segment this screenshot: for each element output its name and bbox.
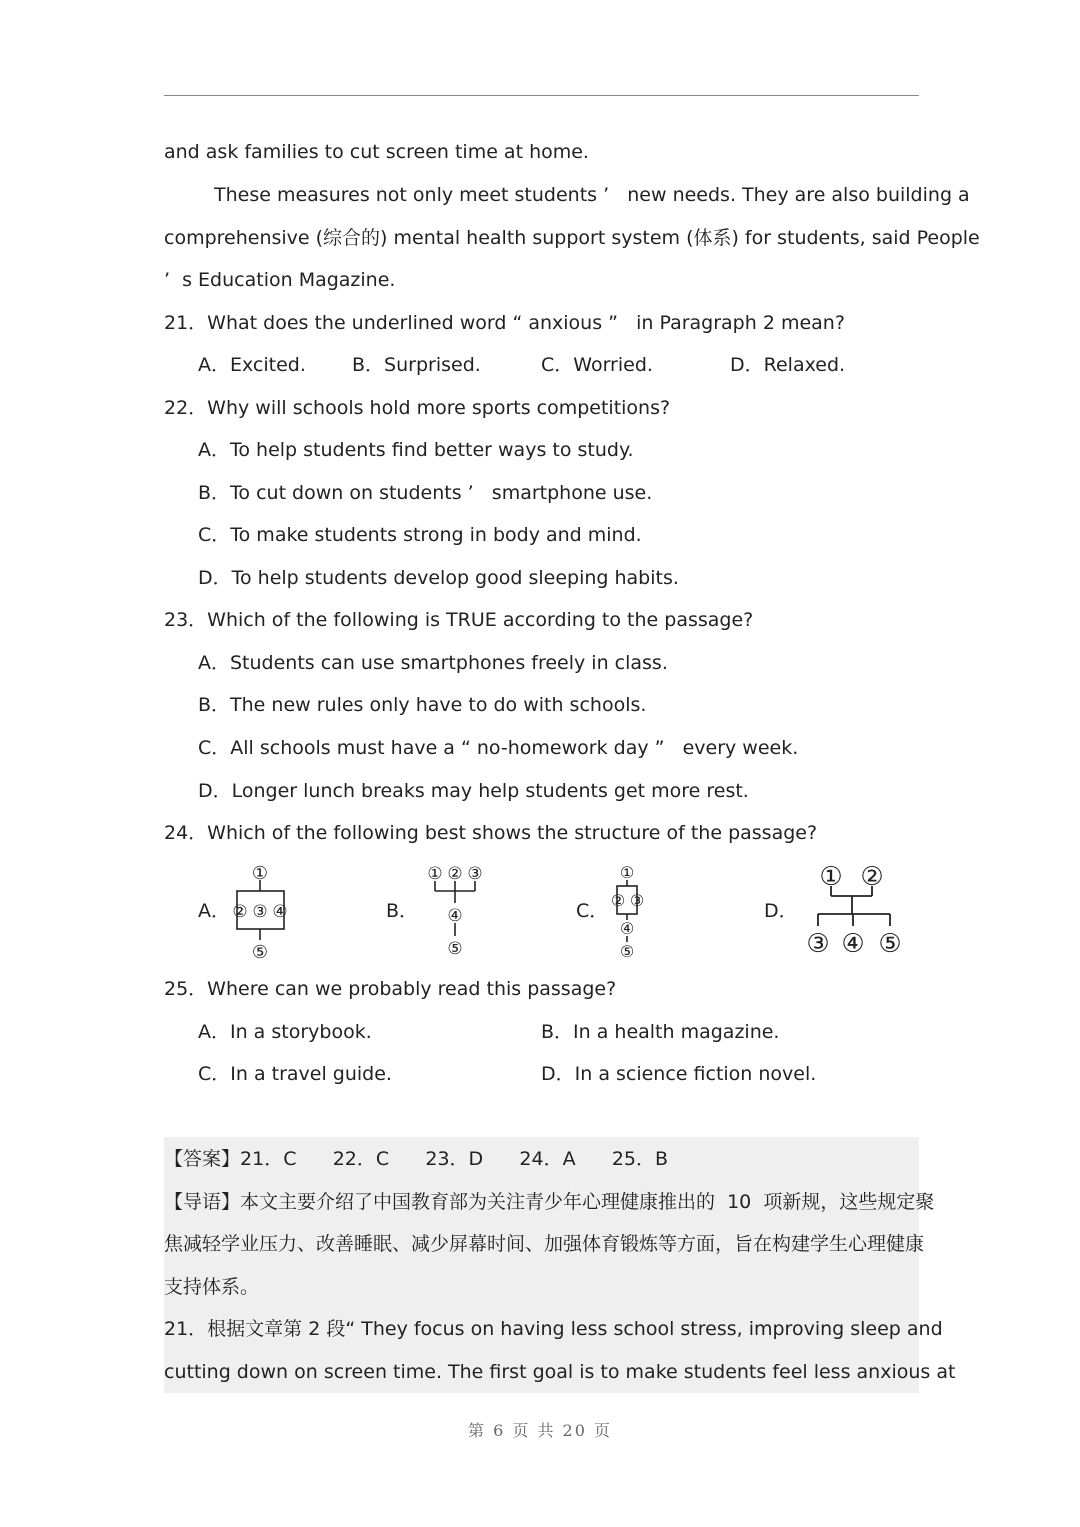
question-21-stem: 21．What does the underlined word “ anxious ” in Paragraph 2 mean? bbox=[164, 312, 845, 334]
diagram-a-node-5: ⑤ bbox=[251, 942, 269, 963]
diagram-d-node-1: ① bbox=[819, 862, 843, 892]
q23-option-c: C．All schools must have a “ no-homework day ” every week. bbox=[198, 737, 799, 759]
q22-option-b: B．To cut down on students ’ smartphone use. bbox=[198, 482, 653, 504]
diagram-a-node-4: ④ bbox=[272, 902, 288, 922]
q21-option-b: B．Surprised. bbox=[352, 354, 481, 376]
q22-option-d: D．To help students develop good sleeping habits. bbox=[198, 567, 679, 589]
q25-option-d: D．In a science fiction novel. bbox=[541, 1063, 817, 1085]
q24-option-a-label: A． bbox=[198, 900, 230, 922]
diagram-a-node-3: ③ bbox=[252, 902, 268, 922]
explanation-line: 21．根据文章第 2 段“ They focus on having less school stress, improving sleep and bbox=[164, 1318, 943, 1340]
diagram-c-node-5: ⑤ bbox=[619, 942, 635, 961]
diagram-a-node-2: ② bbox=[232, 902, 248, 922]
question-23-stem: 23．Which of the following is TRUE according to the passage? bbox=[164, 609, 754, 631]
q21-option-d: D．Relaxed. bbox=[730, 354, 846, 376]
diagram-b-node-4: ④ bbox=[447, 906, 463, 926]
page-footer: 第 6 页 共 20 页 bbox=[468, 1421, 612, 1440]
question-22-stem: 22．Why will schools hold more sports competitions? bbox=[164, 397, 671, 419]
answer-key-label: 【答案】 bbox=[164, 1148, 241, 1170]
q23-option-b: B．The new rules only have to do with schools. bbox=[198, 694, 647, 716]
structure-diagram-a bbox=[225, 858, 300, 964]
intro-line bbox=[164, 1190, 934, 1214]
diagram-b-node-2: ② bbox=[447, 864, 463, 884]
q24-option-d-label: D． bbox=[764, 900, 798, 922]
explanation-line: cutting down on screen time. The first goal is to make students feel less anxious at bbox=[164, 1361, 956, 1383]
q23-option-d: D．Longer lunch breaks may help students get more rest. bbox=[198, 780, 749, 802]
intro-line: 支持体系。 bbox=[164, 1276, 260, 1298]
passage-line: comprehensive (综合的) mental health support system (体系) for students, said People bbox=[164, 227, 980, 249]
q25-option-b: B．In a health magazine. bbox=[541, 1021, 780, 1043]
answer-section bbox=[164, 1137, 919, 1393]
diagram-d-node-2: ② bbox=[860, 862, 884, 892]
diagram-c-node-3: ③ bbox=[629, 891, 645, 910]
diagram-c-node-1: ① bbox=[619, 863, 635, 882]
answer-key-line bbox=[164, 1147, 668, 1171]
diagram-c-node-2: ② bbox=[610, 891, 626, 910]
q25-option-a: A．In a storybook. bbox=[198, 1021, 372, 1043]
intro-text: 本文主要介绍了中国教育部为关注青少年心理健康推出的 10 项新规，这些规定聚 bbox=[240, 1191, 935, 1213]
q21-option-a: A．Excited. bbox=[198, 354, 306, 376]
header-rule bbox=[164, 95, 919, 96]
diagram-d-node-3: ③ bbox=[806, 929, 830, 959]
diagram-b-node-3: ③ bbox=[467, 864, 483, 884]
intro-label: 【导语】 bbox=[164, 1191, 241, 1213]
diagram-d-node-4: ④ bbox=[841, 929, 865, 959]
diagram-c-node-4: ④ bbox=[619, 919, 635, 938]
diagram-d-node-5: ⑤ bbox=[878, 929, 902, 959]
structure-diagram-c bbox=[600, 858, 655, 964]
question-24-stem: 24．Which of the following best shows the structure of the passage? bbox=[164, 822, 818, 844]
structure-diagram-d bbox=[800, 858, 910, 964]
q25-option-c: C．In a travel guide. bbox=[198, 1063, 392, 1085]
passage-line: and ask families to cut screen time at home. bbox=[164, 141, 589, 163]
passage-line: These measures not only meet students ’ new needs. They are also building a bbox=[214, 184, 970, 206]
q24-option-c-label: C． bbox=[576, 900, 609, 922]
question-25-stem: 25．Where can we probably read this passage? bbox=[164, 978, 617, 1000]
diagram-b-node-1: ① bbox=[427, 864, 443, 884]
diagram-a-node-1: ① bbox=[251, 863, 269, 884]
q22-option-c: C．To make students strong in body and mind. bbox=[198, 524, 642, 546]
q24-option-b-label: B． bbox=[386, 900, 419, 922]
q21-option-c: C．Worried. bbox=[541, 354, 653, 376]
diagram-b-node-5: ⑤ bbox=[447, 939, 463, 959]
structure-diagram-b bbox=[420, 858, 495, 964]
answer-key: 21．C 22．C 23．D 24．A 25．B bbox=[240, 1148, 669, 1170]
q23-option-a: A．Students can use smartphones freely in class. bbox=[198, 652, 668, 674]
intro-line: 焦减轻学业压力、改善睡眠、减少屏幕时间、加强体育锻炼等方面，旨在构建学生心理健康 bbox=[164, 1233, 925, 1255]
q22-option-a: A．To help students find better ways to study. bbox=[198, 439, 634, 461]
passage-line: ’ s Education Magazine. bbox=[164, 269, 396, 291]
